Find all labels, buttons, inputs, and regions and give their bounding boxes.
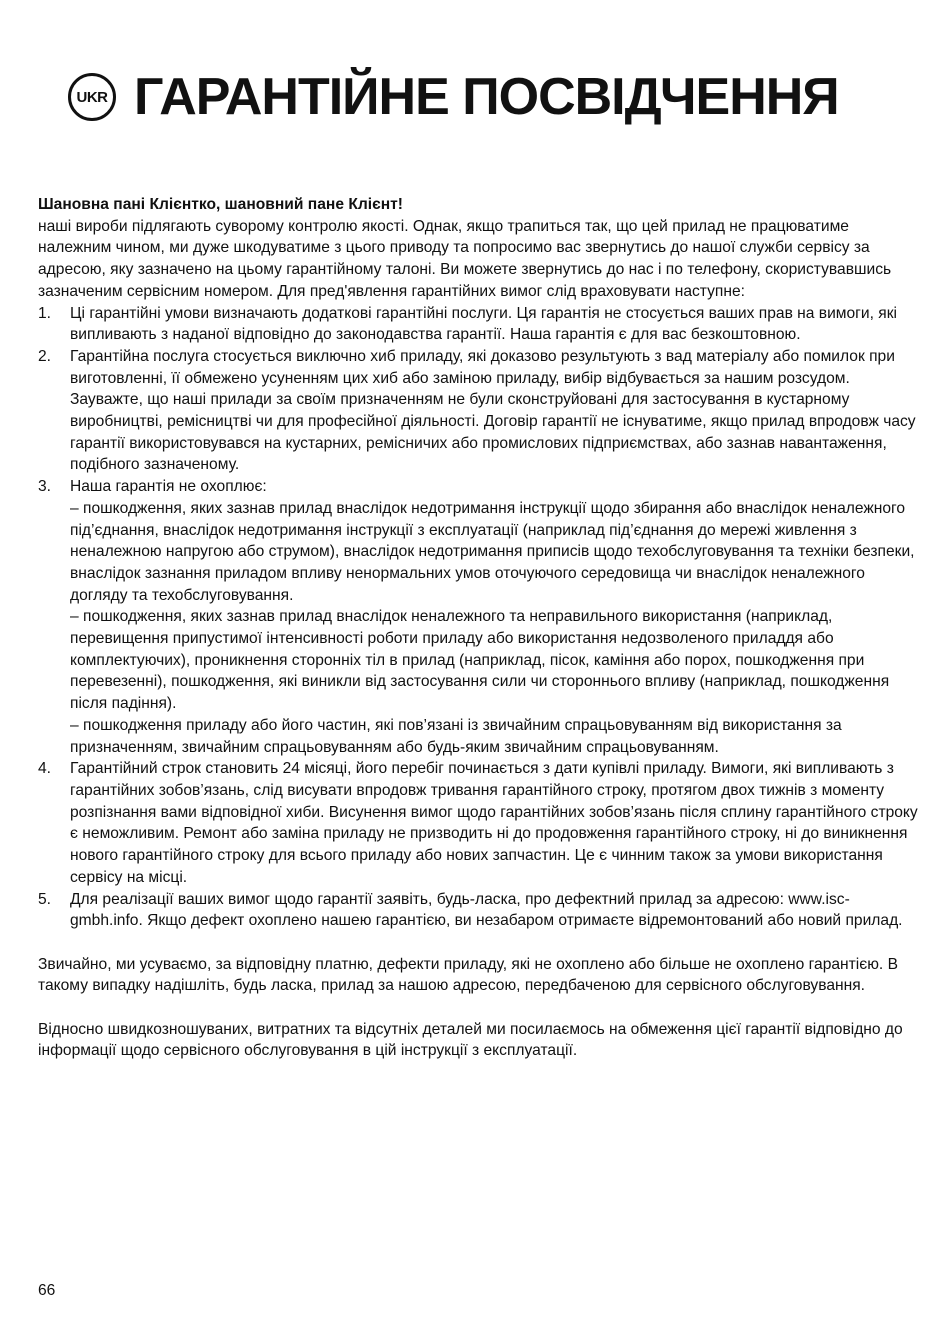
page-title: ГАРАНТІЙНЕ ПОСВІДЧЕННЯ bbox=[134, 68, 839, 126]
list-item-number: 4. bbox=[38, 760, 52, 778]
list-item-number: 2. bbox=[38, 347, 52, 365]
list-item-text: – пошкодження, яких зазнав прилад внаслідок неналежного та неправильного використання (наприклад, перевищення припустимої інтенсивності роботи приладу або використання недозволеного приладдя або комплектуючих), проникнення сторонніх тіл в прилад (наприклад, пісок, каміння або порох, пошкодження при перевезенні), пошкодження, які виникли від застосування сили чи стороннього впливу (наприклад, пошкодження після падіння). bbox=[70, 608, 890, 713]
warranty-terms-list bbox=[38, 303, 918, 932]
document-body bbox=[38, 194, 918, 1062]
list-item-number: 1. bbox=[38, 304, 52, 322]
list-item bbox=[38, 889, 918, 932]
page-number: 66 bbox=[38, 1282, 56, 1299]
closing-paragraph: Відносно швидкозношуваних, витратних та відсутніх деталей ми посилаємось на обмеження цієї гарантії відповідно до інформації щодо сервісного обслуговування в цій інструкції з експлуатації. bbox=[38, 1020, 903, 1060]
list-item-text: Зауважте, що наші прилади за своїм призначенням не були сконструйовані для застосування в кустарному виробництві, ремісництві чи для професійної діяльності. Договір гарантії не існуватиме, якщо прилад впродовж часу гарантії використовувався на кустарних, ремісничих або промислових підприємствах, або зазнав навантаження, подібного зазначеному. bbox=[70, 391, 916, 474]
list-item-text: Гарантійний строк становить 24 місяці, його перебіг починається з дати купівлі приладу. Вимоги, які випливають з гарантійних зобов’язань, слід висувати впродовж тривання гарантійного строку, протягом двох тижнів з моменту розпізнання вами відповідної хиби. Висунення вимог щодо гарантійних зобов’язань після сплину гарантійного строку є неможливим. Ремонт або заміна приладу не призводить ні до продовження гарантійного строку, ні до виникнення нового гарантійного строку для всього приладу або нових запчастин. Це є чинним також за умови використання сервісу на місці. bbox=[70, 760, 918, 886]
page-header bbox=[68, 62, 898, 132]
list-item-text: Наша гарантія не охоплює: bbox=[70, 478, 267, 496]
list-item-text: Ці гарантійні умови визначають додаткові гарантійні послуги. Ця гарантія не стосується ваших прав на вимоги, які випливають з наданої відповідно до законодавства гарантії. Наша гарантія є для вас безкоштовною. bbox=[70, 304, 897, 344]
list-item bbox=[38, 758, 918, 888]
greeting: Шановна пані Клієнтко, шановний пане Клієнт! bbox=[38, 196, 403, 213]
list-item-text: Для реалізації ваших вимог щодо гарантії заявіть, будь-ласка, про дефектний прилад за адресою: www.isc-gmbh.info. Якщо дефект охоплено нашею гарантією, ви незабаром отримаєте відремонтований або новий прилад. bbox=[70, 890, 903, 930]
closing-paragraph: Звичайно, ми усуваємо, за відповідну платню, дефекти приладу, які не охоплено або більше не охоплено гарантією. В такому випадку надішліть, будь ласка, прилад за нашою адресою, передбаченою для сервісного обслуговування. bbox=[38, 955, 898, 995]
list-item-number: 5. bbox=[38, 890, 52, 908]
list-item-text: – пошкодження приладу або його частин, які пов’язані із звичайним спрацьовуванням від використання за призначенням, звичайним спрацьовуванням або будь-яким звичайним спрацьовуванням. bbox=[70, 716, 842, 756]
list-item-text: – пошкодження, яких зазнав прилад внаслідок недотримання інструкції щодо збирання або внаслідок неналежного під’єднання, внаслідок недотримання інструкції з експлуатації (наприклад під’єднання до мережі живлення з неналежною напругою або струмом), внаслідок недотримання приписів щодо техобслуговування та техніки безпеки, внаслідок зазнання приладом впливу ненормальних умов оточуючого середовища чи внаслідок неналежного догляду та техобслуговування. bbox=[70, 499, 915, 604]
list-item bbox=[38, 346, 918, 476]
list-item bbox=[38, 303, 918, 346]
list-item bbox=[38, 476, 918, 758]
list-item-text: Гарантійна послуга стосується виключно хиб приладу, які доказово результують з вад матеріалу або помилок при виготовленні, її обмежено усуненням цих хиб або заміною приладу, вибір відбувається за нашим розсудом. bbox=[70, 347, 895, 387]
intro-paragraph: наші вироби підлягають суворому контролю якості. Однак, якщо трапиться так, що цей прилад не працюватиме належним чином, ми дуже шкодуватиме з цього приводу та попросимо вас звернутись до нашої служби сервісу за адресою, яку зазначено на цьому гарантійному талоні. Ви можете звернутись до нас і по телефону, скористувавшись зазначеним сервісним номером. Для пред'явлення гарантійних вимог слід враховувати наступне: bbox=[38, 217, 892, 300]
language-badge: UKR bbox=[68, 73, 116, 121]
list-item-number: 3. bbox=[38, 478, 52, 496]
